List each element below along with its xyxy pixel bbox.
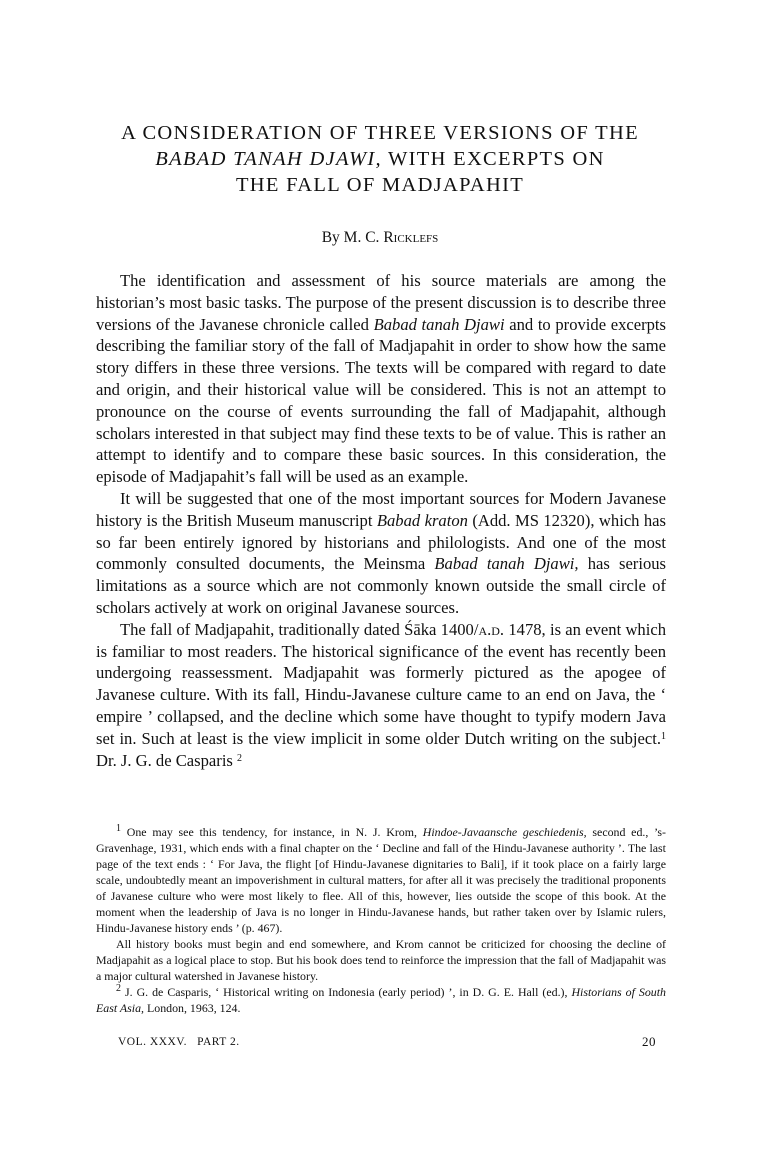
footnote-1-text-end: second ed., ’s-Gravenhage, 1931, which ends with a final chapter on the ‘ Decline and fall of the Hindu-Javanese authority ’. The last page of the text ends : ‘ For Java, the flight [of Hindu-Javanese dignitaries to Bali], if it took place on a fairly large scale, undoubtedly meant an impoverishment in cultural matters, for after all it was precisely the traditional proponents of Javanese culture who were most likely to flee. All of this, however, lies outside the scope of this book. At the moment when the leadership of Java is no longer in Hindu-Javanese hands, but rather taken over by Islamic rulers, Hindu-Javanese history ends ’ (p. 467).: [96, 825, 666, 935]
paragraph-3-text-mid: 1478, is an event which is familiar to most readers. The historical significance of the event has recently been undergoing reassessment. Madjapahit was formerly pictured as the apogee of Javanese culture. With its fall, Hindu-Javanese culture came to an end on Java, the ‘ empire ’ collapsed, and the decline which some have thought to typify modern Java set in. Such at least is the view implicit in some older Dutch writing on the subject.: [96, 619, 667, 748]
article-title: [90, 120, 670, 198]
paragraph-2-text-end: has serious limitations as a source which are not commonly known outside the small circle of scholars actively at work on original Javanese sources.: [96, 554, 666, 617]
paragraph-2-italic-babad-tanah: Babad tanah Djawi,: [434, 554, 579, 574]
byline-prefix: By M. C.: [321, 229, 384, 246]
footnote-2-text: J. G. de Casparis, ‘ Historical writing on Indonesia (early period) ’, in D. G. E. Hall (ed.),: [121, 985, 572, 999]
author-byline: [90, 228, 670, 248]
paragraph-3: [96, 619, 666, 772]
page-number: 20: [642, 1034, 656, 1049]
title-line-3: THE FALL OF MADJAPAHIT: [235, 174, 525, 196]
footnote-2: [96, 984, 666, 1016]
footnote-ref-1[interactable]: 1: [661, 730, 666, 742]
footnote-1-continuation: All history books must begin and end somewhere, and Krom cannot be criticized for choosing the decline of Madjapahit as a logical place to stop. But his book does tend to reinforce the impression that the fall of Madjapahit was a major cultural watershed in Javanese history.: [96, 937, 666, 983]
paragraph-1: [96, 270, 666, 488]
paragraph-3-text: The fall of Madjapahit, traditionally dated Śāka 1400/: [120, 619, 479, 639]
paragraph-2-italic-babad-kraton: Babad kraton: [376, 510, 468, 530]
footnote-ref-2[interactable]: 2: [237, 752, 243, 764]
footnote-1-mark: 1: [116, 823, 121, 834]
article-body: [96, 270, 666, 771]
paragraph-1-italic: Babad tanah Djawi: [373, 314, 505, 334]
paragraph-2-text-mid: (Add. MS 12320), which has so far been entirely ignored by historians and philologists. And one of the most commonly consulted documents, the Meinsma: [96, 510, 667, 574]
era-abbreviation: a.d.: [478, 619, 505, 639]
paragraph-2-text: It will be suggested that one of the most important sources for Modern Javanese history is the British Museum manuscript: [96, 488, 666, 530]
title-line-2-rest: WITH EXCERPTS ON: [381, 148, 605, 170]
paragraph-1-text: The identification and assessment of his source materials are among the historian’s most basic tasks. The purpose of the present discussion is to describe three versions of the Javanese chronicle called: [96, 271, 666, 334]
paragraph-2: [96, 488, 666, 619]
title-line-1: A CONSIDERATION OF THREE VERSIONS OF THE: [121, 122, 639, 144]
footnote-2-mark: 2: [116, 983, 121, 994]
paragraph-3-text-end: Dr. J. G. de Casparis: [96, 750, 238, 770]
footnote-1: [96, 824, 666, 936]
footnote-2-text-end: London, 1963, 124.: [144, 1001, 241, 1015]
footnote-2-italic: Historians of South East Asia,: [96, 985, 666, 1015]
title-line-2: [90, 146, 670, 172]
title-italic-babad: BABAD TANAH DJAWI,: [155, 148, 382, 170]
author-name: Ricklefs: [383, 229, 439, 246]
footnote-1-text: One may see this tendency, for instance, in N. J. Krom,: [121, 825, 423, 839]
footnotes: [96, 824, 666, 1016]
volume-info: VOL. XXXV. PART 2.: [118, 1036, 240, 1048]
paragraph-1-text-end: and to provide excerpts describing the familiar story of the fall of Madjapahit in order to show how the same story differs in these three versions. The texts will be compared with regard to date and origin, and their historical value will be considered. This is not an attempt to pronounce on the course of events surrounding the fall of Madjapahit, although scholars interested in that subject may find these texts to be of value. This is rather an attempt to identify and to compare these basic sources. In this consideration, the episode of Madjapahit’s fall will be used as an example.: [96, 314, 666, 487]
footnote-1-italic: Hindoe-Javaansche geschiedenis,: [422, 825, 587, 839]
